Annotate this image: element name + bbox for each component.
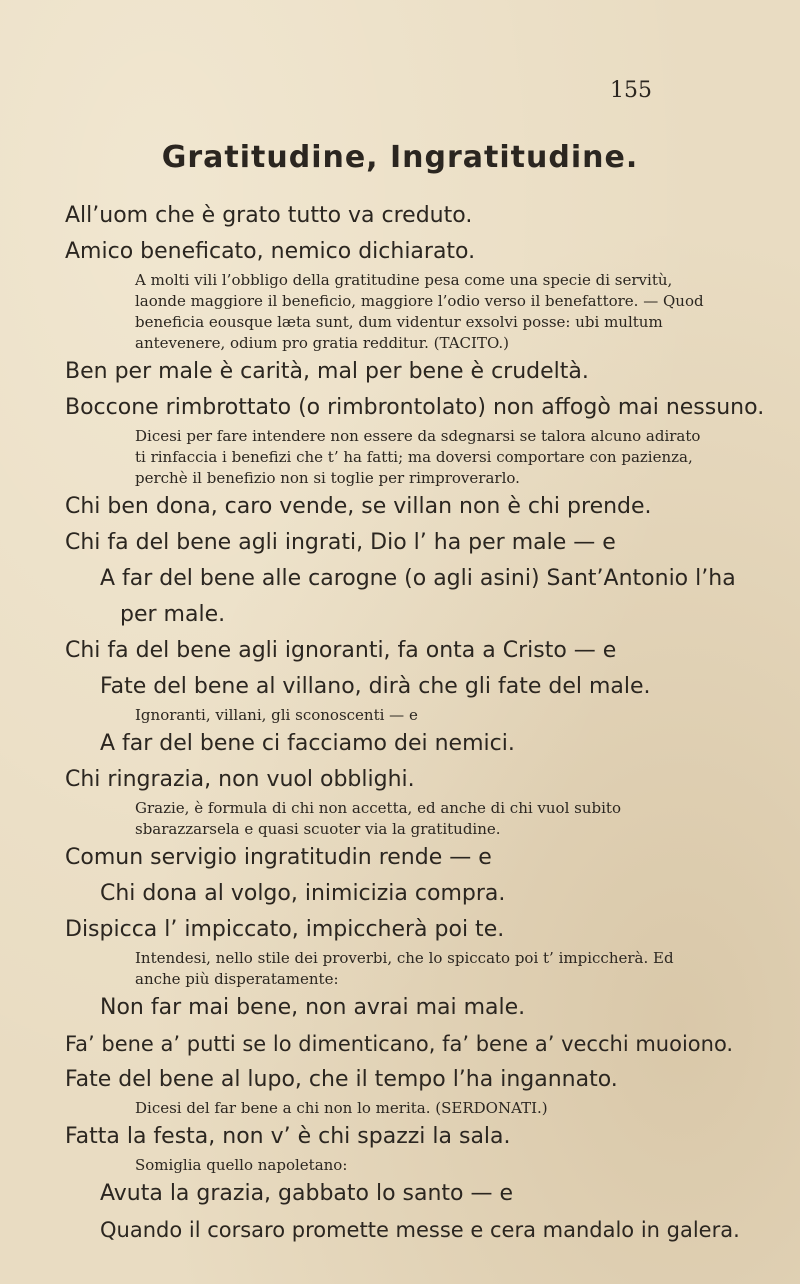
proverb-line: Quando il corsaro promette messe e cera mandalo in galera. bbox=[100, 1218, 740, 1242]
page-number: 155 bbox=[610, 78, 652, 103]
proverb-line: All’uom che è grato tutto va creduto. bbox=[65, 203, 473, 228]
proverb-line: A far del bene alle carogne (o agli asini) Sant’Antonio l’ha bbox=[100, 566, 736, 591]
proverb-line: Amico beneficato, nemico dichiarato. bbox=[65, 239, 476, 264]
proverb-line: Fate del bene al villano, dirà che gli fate del male. bbox=[100, 674, 651, 699]
commentary-note: Dicesi per fare intendere non essere da sdegnarsi se talora alcuno adirato ti rinfaccia i benefizi che t’ ha fatti; ma doversi comportare con pazienza, perchè il benefizio non si toglie per rimproverarlo. bbox=[135, 427, 701, 487]
proverb-line: Avuta la grazia, gabbato lo santo — e bbox=[100, 1181, 514, 1206]
proverb-line: per male. bbox=[120, 602, 226, 627]
proverb-line: Boccone rimbrottato (o rimbrontolato) non affogò mai nessuno. bbox=[65, 395, 765, 420]
proverb-line: Chi fa del bene agli ingrati, Dio l’ ha per male — e bbox=[65, 530, 616, 555]
commentary-note: Somiglia quello napoletano: bbox=[135, 1156, 348, 1174]
proverb-line: Chi dona al volgo, inimicizia compra. bbox=[100, 881, 506, 906]
proverb-line: Fa’ bene a’ putti se lo dimenticano, fa’ bene a’ vecchi muoiono. bbox=[65, 1032, 734, 1056]
proverb-line: A far del bene ci facciamo dei nemici. bbox=[100, 731, 515, 756]
commentary-note: A molti vili l’obbligo della gratitudine pesa come una specie di servitù, laonde maggiore il beneficio, maggiore l’odio verso il benefattore. — Quod beneficia eousque læta sunt, dum videntur exsolvi posse: ubi multum antevenere, odium pro gratia redditur. (TACITO.) bbox=[135, 271, 704, 352]
proverb-line: Chi fa del bene agli ignoranti, fa onta a Cristo — e bbox=[65, 638, 617, 663]
proverb-line: Comun servigio ingratitudin rende — e bbox=[65, 845, 492, 870]
commentary-note: Dicesi del far bene a chi non lo merita. (SERDONATI.) bbox=[135, 1099, 548, 1117]
proverb-line: Chi ringrazia, non vuol obblighi. bbox=[65, 767, 415, 792]
commentary-note: Ignoranti, villani, gli sconoscenti — e bbox=[135, 706, 418, 724]
proverb-line: Chi ben dona, caro vende, se villan non è chi prende. bbox=[65, 494, 652, 519]
commentary-note: Intendesi, nello stile dei proverbi, che lo spiccato poi t’ impiccherà. Ed anche più disperatamente: bbox=[135, 949, 674, 988]
proverb-list bbox=[65, 198, 765, 1248]
proverb-line: Ben per male è carità, mal per bene è crudeltà. bbox=[65, 359, 589, 384]
proverb-line: Fate del bene al lupo, che il tempo l’ha ingannato. bbox=[65, 1067, 618, 1092]
proverb-line: Non far mai bene, non avrai mai male. bbox=[100, 995, 526, 1020]
commentary-note: Grazie, è formula di chi non accetta, ed anche di chi vuol subito sbarazzarsela e quasi scuoter via la gratitudine. bbox=[135, 799, 621, 838]
page-title: Gratitudine, Ingratitudine. bbox=[161, 140, 639, 175]
proverb-line: Dispicca l’ impiccato, impiccherà poi te. bbox=[65, 917, 505, 942]
proverb-line: Fatta la festa, non v’ è chi spazzi la sala. bbox=[65, 1124, 511, 1149]
